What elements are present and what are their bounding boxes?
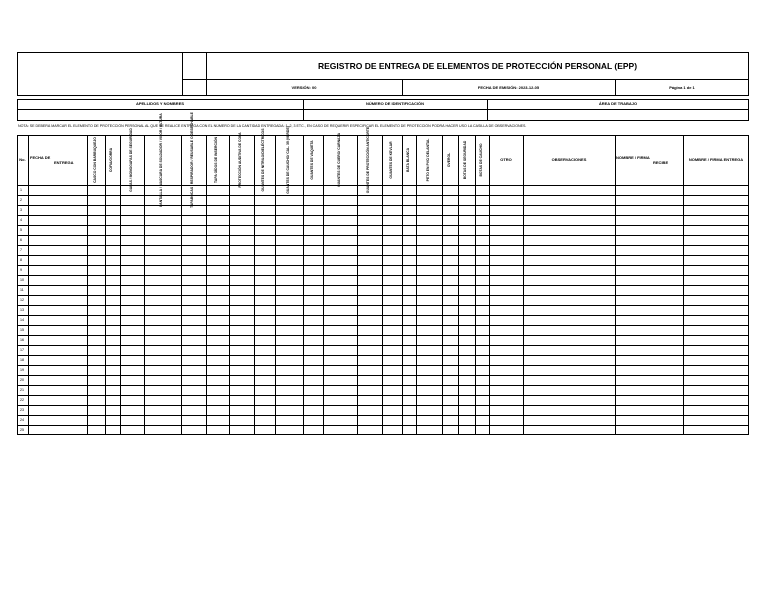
col-no: No. [19, 157, 26, 162]
row-number: 12 [20, 298, 24, 302]
table-row[interactable] [17, 285, 749, 295]
col-proteccion: PROTECCIÓN AUDITIVA DE COPA [238, 132, 243, 188]
row-line [17, 225, 749, 226]
row-line [17, 355, 749, 356]
col-recibe-2: RECIBE [653, 160, 669, 165]
table-row[interactable] [17, 315, 749, 325]
col-overol: OVEROL [447, 152, 452, 168]
table-row[interactable] [17, 305, 749, 315]
col-botas-caucho: BOTAS DE CAUCHO [479, 143, 484, 177]
col-gafas: GAFAS / MONOGAFAS DE SEGURIDAD [129, 128, 134, 192]
table-row[interactable] [17, 325, 749, 335]
col-casco: CASCO CON BARBUQUEJO [93, 137, 98, 183]
row-line [17, 345, 749, 346]
area-field[interactable] [488, 110, 748, 120]
table-row[interactable] [17, 185, 749, 195]
row-line [17, 335, 749, 336]
col-recibe-1: NOMBRE / FIRMA [616, 155, 650, 160]
row-number: 1 [20, 188, 22, 192]
col-fecha-1: FECHA DE [30, 155, 51, 160]
row-number: 4 [20, 218, 22, 222]
row-number: 6 [20, 238, 22, 242]
row-number: 7 [20, 248, 22, 252]
row-line [17, 275, 749, 276]
table-row[interactable] [17, 415, 749, 425]
row-number: 21 [20, 388, 24, 392]
col-guantes-anticorte: GUANTES DE PROTECCIÓN ANTICORTE [366, 126, 371, 194]
table-row[interactable] [17, 365, 749, 375]
table-row[interactable] [17, 395, 749, 405]
col-cofia: COFIA/GORRA [109, 147, 114, 173]
row-number: 24 [20, 418, 24, 422]
row-number: 16 [20, 338, 24, 342]
row-line [17, 315, 749, 316]
row-line [17, 285, 749, 286]
row-number: 2 [20, 198, 22, 202]
area-label: ÁREA DE TRABAJO [598, 101, 638, 106]
row-number: 25 [20, 428, 24, 432]
col-guantes-caucho: GUANTES DE CAUCHO/ CAL. 35 (VERDE) [286, 126, 291, 194]
row-line [17, 395, 749, 396]
col-tapabocas: TAPABOCAS / RESPIRADOR / REUSABLE O DESECHABLE [190, 112, 195, 208]
id-field[interactable] [304, 110, 486, 120]
table-row[interactable] [17, 345, 749, 355]
page-number: Página 1 de 1 [669, 84, 695, 90]
names-label: APELLIDOS Y NOMBRES [135, 101, 185, 106]
table-row[interactable] [17, 235, 749, 245]
table-row[interactable] [17, 265, 749, 275]
row-line [17, 375, 749, 376]
row-line [17, 235, 749, 236]
col-pantalla: PANTALLA / MASCARA DE SOLDADOR / VISOR / ALTURA [159, 113, 164, 207]
table-row[interactable] [17, 385, 749, 395]
row-number: 10 [20, 278, 24, 282]
col-botas: BOTAS DE SEGURIDAD [463, 140, 468, 180]
row-number: 11 [20, 288, 24, 292]
col-otro: OTRO [500, 157, 512, 162]
table-row[interactable] [17, 355, 749, 365]
row-line [17, 425, 749, 426]
row-line [17, 405, 749, 406]
row-number: 22 [20, 398, 24, 402]
row-number: 3 [20, 208, 22, 212]
row-line [17, 205, 749, 206]
table-row[interactable] [17, 405, 749, 415]
row-line [17, 365, 749, 366]
row-number: 20 [20, 378, 24, 382]
row-line [17, 195, 749, 196]
col-guantes-vaqueta: GUANTES DE VAQUETA [310, 140, 315, 180]
table-row[interactable] [17, 195, 749, 205]
row-number: 18 [20, 358, 24, 362]
logo-divider [182, 52, 183, 96]
table-row[interactable] [17, 335, 749, 345]
table-row[interactable] [17, 295, 749, 305]
row-number: 14 [20, 318, 24, 322]
row-line [17, 215, 749, 216]
col-guantes-cuero: GUANTES DE CUERO/ CARNAZA [337, 132, 342, 188]
col-guantes-kevlar: GUANTES DE KEVLAR [389, 141, 394, 179]
row-number: 23 [20, 408, 24, 412]
row-number: 8 [20, 258, 22, 262]
row-number: 17 [20, 348, 24, 352]
row-number: 19 [20, 368, 24, 372]
row-number: 5 [20, 228, 22, 232]
row-line [17, 305, 749, 306]
table-row[interactable] [17, 255, 749, 265]
table-row[interactable] [17, 205, 749, 215]
emission-date: FECHA DE EMISIÓN: 2023-12-05 [477, 84, 540, 90]
table-row[interactable] [17, 245, 749, 255]
table-row[interactable] [17, 375, 749, 385]
col-peto: PETO EN PVC/ DELANTAL [426, 138, 431, 182]
table-row[interactable] [17, 275, 749, 285]
id-label: NÚMERO DE IDENTIFICACIÓN [366, 101, 424, 106]
col-bata: BATA BLANCA [406, 147, 411, 173]
row-line [17, 295, 749, 296]
version-label: VERSIÓN: 00 [291, 84, 317, 90]
table-row[interactable] [17, 215, 749, 225]
row-number: 13 [20, 308, 24, 312]
col-observaciones: OBSERVACIONES [551, 157, 587, 162]
note-text: NOTA: SE DEBERÁ MARCAR EL ELEMENTO DE PROTECCIÓN PERSONAL AL QUE SE REALICE ENTREGA CON EL NÚMERO DE LA CANTIDAD ENTREGADA: 1, 2, 3 ETC., EN CASO DE REQUERIR ESPECIFICAR EL ELEMENTO DE PROTECCIÓN PODRÁ HACER USO LA CASILLA DE OBSERVACIONES. [18, 124, 527, 128]
row-line [17, 415, 749, 416]
row-number: 15 [20, 328, 24, 332]
table-row[interactable] [17, 225, 749, 235]
row-line [17, 385, 749, 386]
row-line [17, 265, 749, 266]
table-row[interactable] [17, 425, 749, 435]
row-number: 9 [20, 268, 22, 272]
row-line [17, 325, 749, 326]
row-line [17, 255, 749, 256]
col-tapaoidos: TAPA OÍDOS DE INSERCIÓN [214, 137, 219, 183]
document-title: REGISTRO DE ENTREGA DE ELEMENTOS DE PROTECCIÓN PERSONAL (EPP) [317, 60, 638, 71]
col-guantes-nitrilo: GUANTES DE NITRILO/DIELÉCTRICOS [261, 128, 266, 192]
col-entrega: NOMBRE / FIRMA ENTREGA [688, 157, 744, 162]
row-line [17, 245, 749, 246]
col-fecha-2: ENTREGA [54, 160, 74, 165]
